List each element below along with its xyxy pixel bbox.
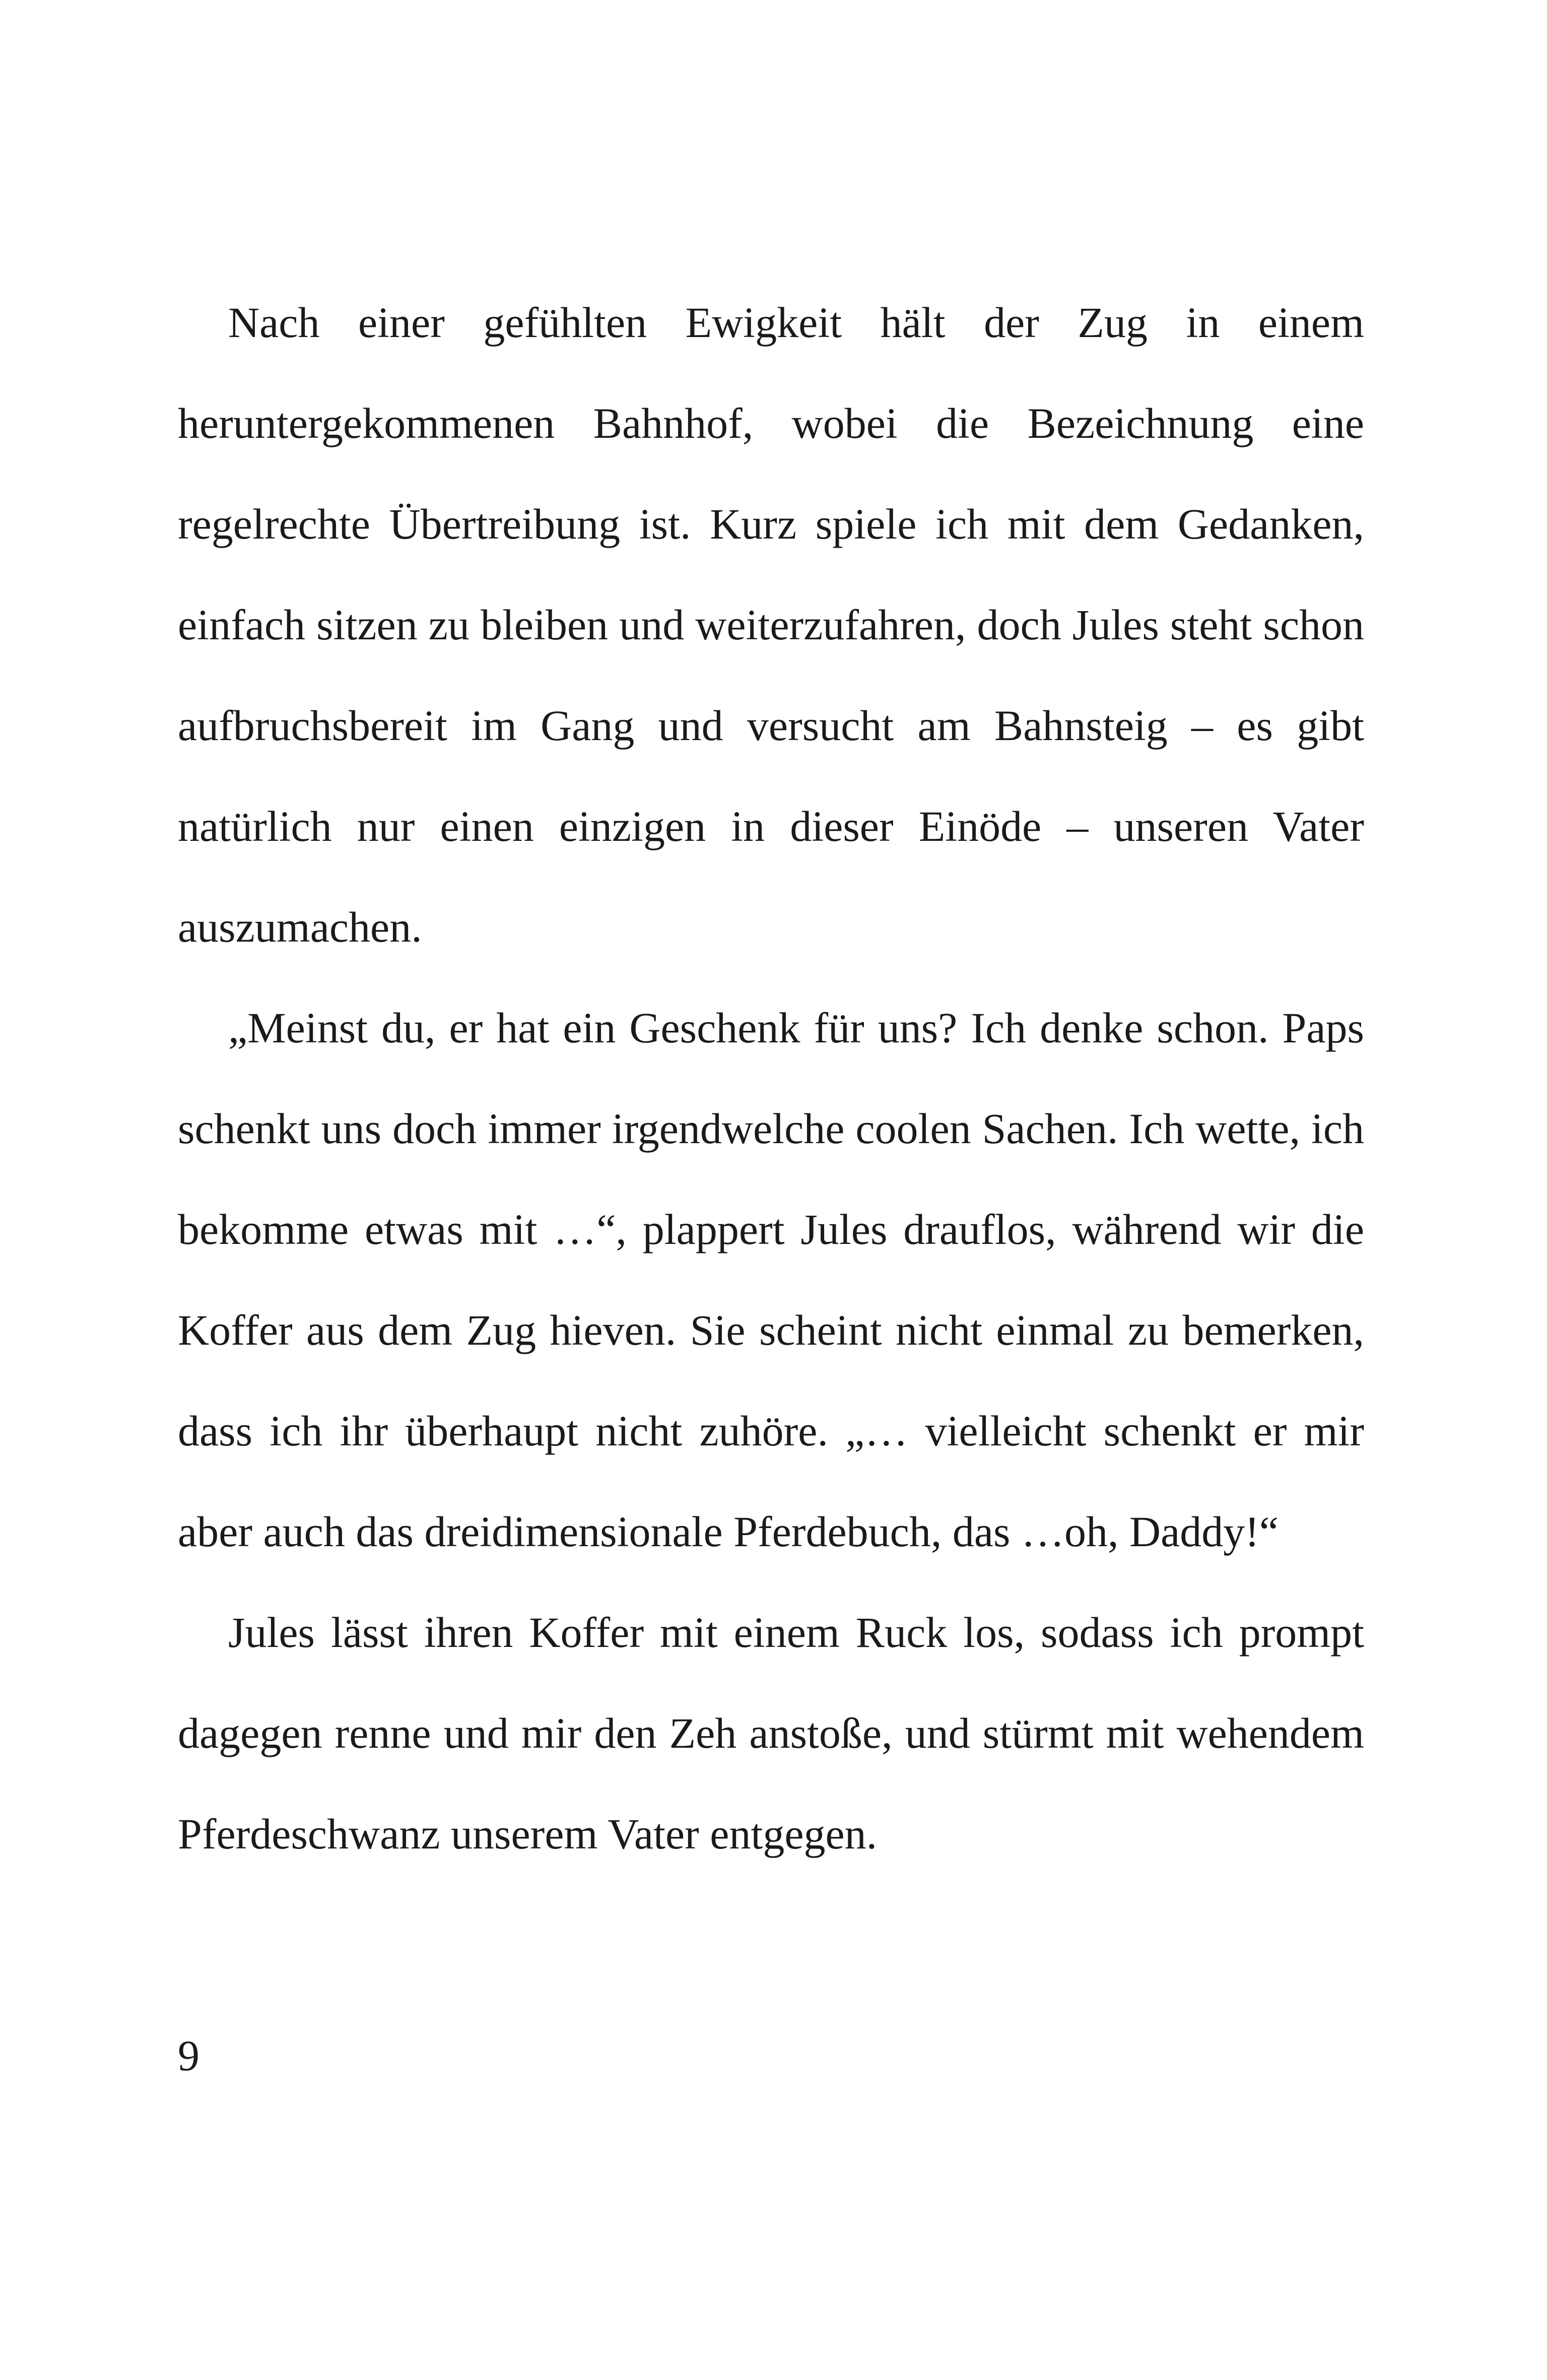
page-number: 9	[178, 2031, 199, 2080]
body-text	[178, 272, 1364, 1884]
paragraph-2: „Meinst du, er hat ein Geschenk für uns? Ich denke schon. Paps schenkt uns doch immer irgendwelche coolen Sachen. Ich wette, ich bekomme etwas mit …“, plappert Jules drauflos, während wir die Koffer aus dem Zug hieven. Sie scheint nicht einmal zu bemerken, dass ich ihr überhaupt nicht zuhöre. „… vielleicht schenkt er mir aber auch das dreidimensionale Pferdebuch, das …oh, Daddy!“	[178, 1004, 1364, 1556]
paragraph-1: Nach einer gefühlten Ewigkeit hält der Zug in einem heruntergekommenen Bahnhof, wobei die Bezeichnung eine regelrechte Übertreibung ist. Kurz spiele ich mit dem Gedanken, einfach sitzen zu bleiben und weiterzufahren, doch Jules steht schon aufbruchsbereit im Gang und versucht am Bahnsteig – es gibt natürlich nur einen einzigen in dieser Einöde – unseren Vater auszumachen.	[178, 298, 1364, 951]
paragraph-3: Jules lässt ihren Koffer mit einem Ruck los, sodass ich prompt dagegen renne und mir den Zeh anstoße, und stürmt mit wehendem Pferdeschwanz unserem Vater entgegen.	[178, 1608, 1364, 1858]
